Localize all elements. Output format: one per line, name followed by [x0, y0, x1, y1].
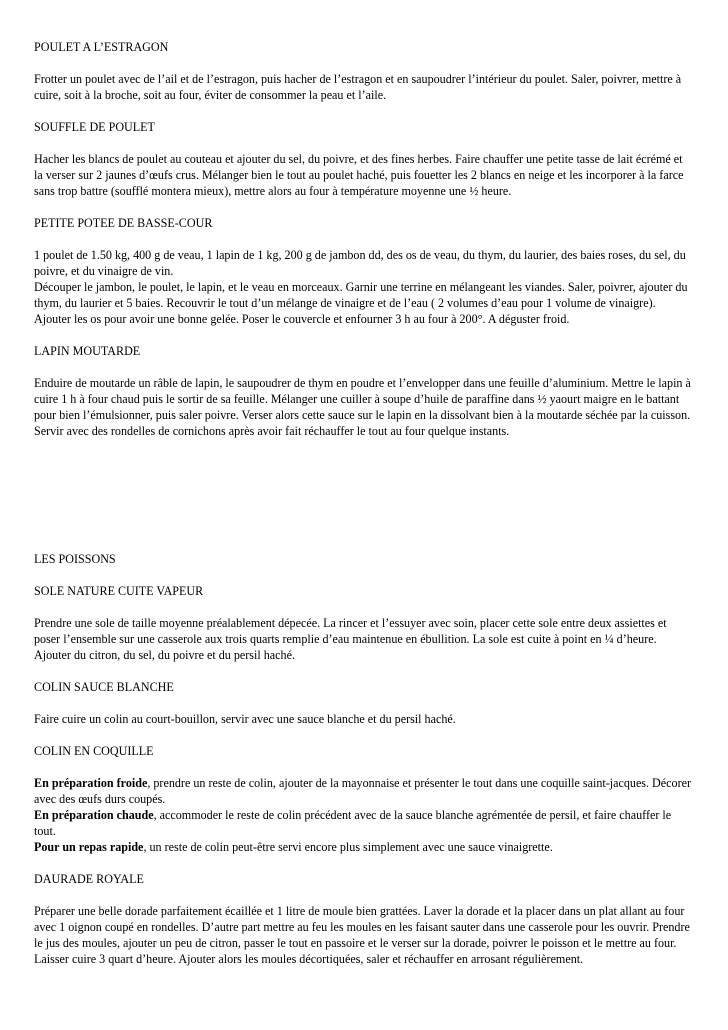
recipe-variant-rapide: [34, 839, 694, 855]
recipe-title-souffle-poulet: SOUFFLE DE POULET: [34, 120, 155, 134]
variant-label-rapide: Pour un repas rapide: [34, 840, 144, 854]
variant-text-chaude: , accommoder le reste de colin précédent avec de la sauce blanche agrémentée de persil, et faire chauffer le tout.: [34, 808, 672, 838]
document-page: [34, 39, 694, 967]
blank-spacer: [34, 439, 694, 551]
recipe-variant-chaude: [34, 807, 694, 839]
recipe-ingredients-potee: 1 poulet de 1.50 kg, 400 g de veau, 1 lapin de 1 kg, 200 g de jambon dd, des os de veau, du thym, du laurier, des baies roses, du sel, du poivre, et du vinaigre de vin.: [34, 248, 686, 278]
recipe-title-daurade: DAURADE ROYALE: [34, 872, 144, 886]
recipe-text-poulet-estragon: Frotter un poulet avec de l’ail et de l’estragon, puis hacher de l’estragon et en saupoudrer l’intérieur du poulet. Saler, poivrer, mettre à cuire, soit à la broche, soit au four, éviter de consommer la peau et l’aile.: [34, 72, 682, 102]
variant-label-chaude: En préparation chaude: [34, 808, 154, 822]
recipe-title-sole: SOLE NATURE CUITE VAPEUR: [34, 584, 204, 598]
recipe-text-colin-sauce: Faire cuire un colin au court-bouillon, servir avec une sauce blanche et du persil haché.: [34, 712, 456, 726]
recipe-text-souffle-poulet: Hacher les blancs de poulet au couteau et ajouter du sel, du poivre, et des fines herbes. Faire chauffer une petite tasse de lait écrémé et la verser sur 2 jaunes d’œufs crus. Mélanger bien le tout au poulet haché, puis fouetter les 2 blancs en neige et les incorporer à la farce sans trop battre (soufflé montera mieux), mettre alors au four à température moyenne une ½ heure.: [34, 152, 684, 198]
variant-text-froide: , prendre un reste de colin, ajouter de la mayonnaise et présenter le tout dans une coquille saint-jacques. Décorer avec des œufs durs coupés.: [34, 776, 691, 806]
recipe-title-colin-coquille: COLIN EN COQUILLE: [34, 744, 154, 758]
variant-label-froide: En préparation froide: [34, 776, 148, 790]
recipe-title-potee: PETITE POTEE DE BASSE-COUR: [34, 216, 213, 230]
recipe-title-poulet-estragon: POULET A L’ESTRAGON: [34, 40, 169, 54]
recipe-text-daurade: Préparer une belle dorade parfaitement écaillée et 1 litre de moule bien grattées. Laver la dorade et la placer dans un plat allant au four avec 1 oignon coupé en rondelles. D’autre part mettre au feu les moules en les faisant sauter dans une casserole pour les ouvrir. Prendre le jus des moules, ajouter un peu de citron, passer le tout en passoire et le verser sur la dorade, poivrer le poisson et le mettre au four. Laisser cuire 3 quart d’heure. Ajouter alors les moules décortiquées, saler et réchauffer en arrosant régulièrement.: [34, 904, 690, 966]
recipe-text-potee: Découper le jambon, le poulet, le lapin, et le veau en morceaux. Garnir une terrine en mélangeant les viandes. Saler, poivrer, ajouter du thym, du laurier et 5 baies. Recouvrir le tout d’un mélange de vinaigre et de l’eau ( 2 volumes d’eau pour 1 volume de vinaigre). Ajouter les os pour avoir une bonne gelée. Poser le couvercle et enfourner 3 h au four à 200°. A déguster froid.: [34, 280, 688, 326]
recipe-text-lapin-moutarde: Enduire de moutarde un râble de lapin, le saupoudrer de thym en poudre et l’envelopper dans une feuille d’aluminium. Mettre le lapin à cuire 1 h à four chaud puis le sortir de sa feuille. Mélanger une cuiller à soupe d’huile de paraffine dans ½ yaourt maigre en le battant pour bien l’émulsionner, puis saler poivre. Verser alors cette sauce sur le lapin en la dissolvant bien à la moutarde séchée par la cuisson. Servir avec des rondelles de cornichons après avoir fait réchauffer le tout au four quelque instants.: [34, 376, 691, 438]
section-title-poissons: LES POISSONS: [34, 552, 116, 566]
recipe-title-lapin-moutarde: LAPIN MOUTARDE: [34, 344, 141, 358]
recipe-title-colin-sauce: COLIN SAUCE BLANCHE: [34, 680, 174, 694]
recipe-variant-froide: [34, 775, 694, 807]
variant-text-rapide: , un reste de colin peut-être servi encore plus simplement avec une sauce vinaigrette.: [143, 840, 553, 854]
recipe-text-sole: Prendre une sole de taille moyenne préalablement dépecée. La rincer et l’essuyer avec soin, placer cette sole entre deux assiettes et poser l’ensemble sur une casserole aux trois quarts remplie d’eau maintenue en ébullition. La sole est cuite à point en ¼ d’heure. Ajouter du citron, du sel, du poivre et du persil haché.: [34, 616, 667, 662]
